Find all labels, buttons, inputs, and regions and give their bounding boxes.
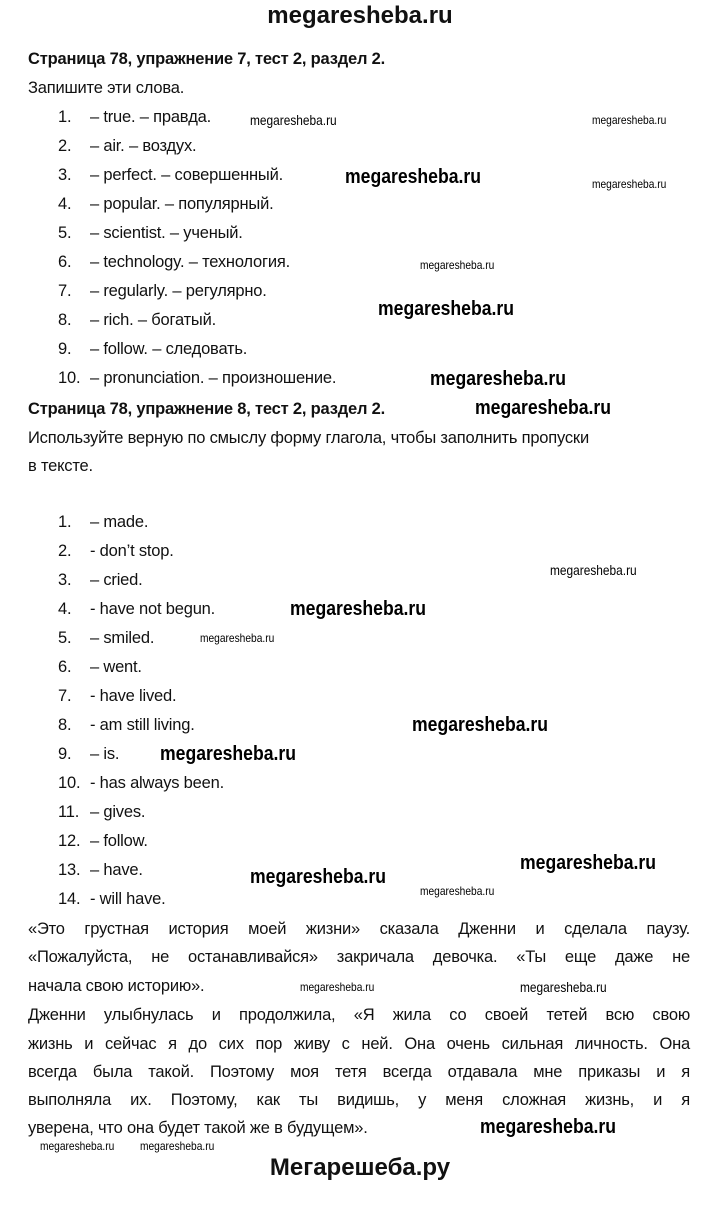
paragraph-line: «Пожалуйста, не останавливайся» закричала девочка. «Ты еще даже не bbox=[28, 948, 690, 966]
list-text: – air. – воздух. bbox=[90, 137, 197, 155]
list-item bbox=[58, 687, 176, 706]
watermark: megaresheba.ru bbox=[200, 631, 275, 645]
list-item bbox=[58, 658, 142, 677]
list-number: 5. bbox=[58, 629, 72, 647]
list-item bbox=[58, 311, 216, 330]
list-number: 6. bbox=[58, 658, 72, 676]
list-number: 7. bbox=[58, 282, 72, 300]
watermark: megaresheba.ru bbox=[412, 714, 548, 736]
watermark: megaresheba.ru bbox=[420, 884, 495, 898]
list-item bbox=[58, 195, 273, 214]
list-text: – smiled. bbox=[90, 629, 155, 647]
watermark: megaresheba.ru bbox=[378, 298, 514, 320]
list-item bbox=[58, 600, 215, 619]
watermark: megaresheba.ru bbox=[290, 598, 426, 620]
list-number: 9. bbox=[58, 340, 72, 358]
list-text: - has always been. bbox=[90, 774, 224, 792]
list-item bbox=[58, 253, 290, 272]
section1-heading: Страница 78, упражнение 7, тест 2, раздел 2. bbox=[28, 50, 386, 68]
list-item bbox=[58, 108, 211, 127]
list-text: – made. bbox=[90, 513, 149, 531]
list-text: – follow. – следовать. bbox=[90, 340, 248, 358]
watermark: megaresheba.ru bbox=[140, 1139, 215, 1153]
list-number: 1. bbox=[58, 108, 72, 126]
watermark: megaresheba.ru bbox=[520, 852, 656, 874]
list-text: – rich. – богатый. bbox=[90, 311, 216, 329]
list-number: 10. bbox=[58, 774, 81, 792]
list-number: 4. bbox=[58, 195, 72, 213]
list-number: 8. bbox=[58, 716, 72, 734]
list-item bbox=[58, 832, 148, 851]
list-number: 11. bbox=[58, 803, 80, 821]
list-text: – have. bbox=[90, 861, 143, 879]
list-text: – gives. bbox=[90, 803, 146, 821]
list-item bbox=[58, 774, 224, 793]
list-number: 13. bbox=[58, 861, 81, 879]
site-header: megaresheba.ru bbox=[267, 2, 453, 29]
list-text: – scientist. – ученый. bbox=[90, 224, 243, 242]
watermark: megaresheba.ru bbox=[430, 368, 566, 390]
list-item bbox=[58, 803, 145, 822]
list-number: 1. bbox=[58, 513, 72, 531]
paragraph-line: выполняла их. Поэтому, как ты видишь, у меня сложная жизнь, и я bbox=[28, 1091, 690, 1109]
section2-heading: Страница 78, упражнение 8, тест 2, раздел 2. bbox=[28, 400, 386, 418]
list-number: 12. bbox=[58, 832, 81, 850]
list-text: – cried. bbox=[90, 571, 143, 589]
section2-instruction-cont: в тексте. bbox=[28, 457, 93, 475]
list-text: – went. bbox=[90, 658, 142, 676]
paragraph-line: начала свою историю». bbox=[28, 977, 205, 995]
paragraph-line: всегда была такой. Поэтому моя тетя всегда отдавала мне приказы и я bbox=[28, 1063, 690, 1081]
watermark: megaresheba.ru bbox=[420, 258, 495, 272]
list-item bbox=[58, 571, 143, 590]
paragraph-line: «Это грустная история моей жизни» сказала Дженни и сделала паузу. bbox=[28, 920, 690, 938]
list-item bbox=[58, 137, 196, 156]
list-text: – pronunciation. – произношение. bbox=[90, 369, 337, 387]
paragraph-line: жизнь и сейчас я до сих пор живу с ней. Она очень сильная личность. Она bbox=[28, 1035, 690, 1053]
watermark: megaresheba.ru bbox=[520, 979, 607, 995]
list-item bbox=[58, 513, 148, 532]
watermark: megaresheba.ru bbox=[480, 1116, 616, 1138]
list-text: – follow. bbox=[90, 832, 148, 850]
list-number: 8. bbox=[58, 311, 72, 329]
list-item bbox=[58, 629, 154, 648]
watermark: megaresheba.ru bbox=[345, 166, 481, 188]
list-item bbox=[58, 890, 166, 909]
list-text: – is. bbox=[90, 745, 120, 763]
list-number: 5. bbox=[58, 224, 72, 242]
list-number: 2. bbox=[58, 137, 72, 155]
list-number: 10. bbox=[58, 369, 81, 387]
list-text: - am still living. bbox=[90, 716, 195, 734]
list-number: 6. bbox=[58, 253, 72, 271]
list-text: - have lived. bbox=[90, 687, 177, 705]
list-item bbox=[58, 224, 243, 243]
watermark: megaresheba.ru bbox=[160, 743, 296, 765]
list-item bbox=[58, 861, 143, 880]
list-item bbox=[58, 340, 247, 359]
list-item bbox=[58, 542, 174, 561]
list-text: - have not begun. bbox=[90, 600, 216, 618]
list-number: 4. bbox=[58, 600, 72, 618]
watermark: megaresheba.ru bbox=[40, 1139, 115, 1153]
section2-instruction: Используйте верную по смыслу форму глагола, чтобы заполнить пропуски bbox=[28, 429, 589, 447]
list-text: – perfect. – совершенный. bbox=[90, 166, 283, 184]
list-item bbox=[58, 369, 336, 388]
list-text: – regularly. – регулярно. bbox=[90, 282, 267, 300]
list-number: 9. bbox=[58, 745, 72, 763]
list-text: – popular. – популярный. bbox=[90, 195, 274, 213]
paragraph-line: Дженни улыбнулась и продолжила, «Я жила со своей тетей всю свою bbox=[28, 1006, 690, 1024]
watermark: megaresheba.ru bbox=[592, 113, 667, 127]
list-number: 3. bbox=[58, 571, 72, 589]
list-text: – technology. – технология. bbox=[90, 253, 290, 271]
list-number: 2. bbox=[58, 542, 72, 560]
list-item bbox=[58, 166, 283, 185]
list-number: 3. bbox=[58, 166, 72, 184]
list-text: - will have. bbox=[90, 890, 166, 908]
list-number: 7. bbox=[58, 687, 72, 705]
watermark: megaresheba.ru bbox=[592, 177, 667, 191]
list-item bbox=[58, 282, 267, 301]
watermark: megaresheba.ru bbox=[250, 866, 386, 888]
list-text: - don’t stop. bbox=[90, 542, 174, 560]
paragraph-line: уверена, что она будет такой же в будущем». bbox=[28, 1119, 368, 1137]
list-item bbox=[58, 745, 119, 764]
watermark: megaresheba.ru bbox=[250, 112, 337, 128]
list-item bbox=[58, 716, 195, 735]
watermark: megaresheba.ru bbox=[300, 980, 375, 994]
watermark: megaresheba.ru bbox=[550, 562, 637, 578]
watermark: megaresheba.ru bbox=[475, 397, 611, 419]
site-footer: Мегарешеба.ру bbox=[269, 1154, 451, 1181]
section1-instruction: Запишите эти слова. bbox=[28, 79, 185, 97]
list-number: 14. bbox=[58, 890, 81, 908]
list-text: – true. – правда. bbox=[90, 108, 211, 126]
